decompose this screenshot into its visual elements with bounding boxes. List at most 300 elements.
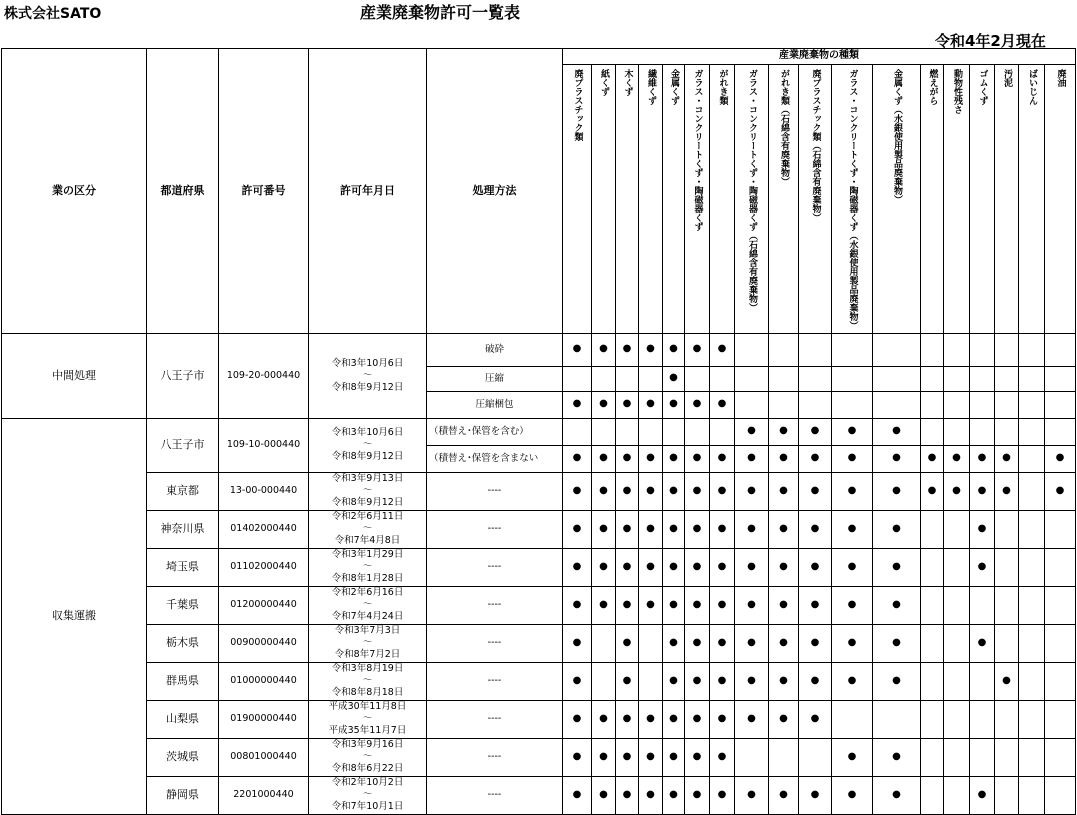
waste-category-header xyxy=(995,65,1019,334)
permit-mark-cell: ● xyxy=(685,472,710,510)
permit-date-cell xyxy=(309,510,427,548)
waste-category-header xyxy=(616,65,639,334)
permit-mark-cell xyxy=(710,366,735,391)
permit-mark-cell xyxy=(832,333,873,366)
table-row xyxy=(2,624,1076,662)
permit-date-cell xyxy=(309,624,427,662)
permit-date-cell xyxy=(309,586,427,624)
permit-mark-cell: ● xyxy=(832,662,873,700)
permit-mark-cell xyxy=(1045,391,1076,418)
permit-mark-cell: ● xyxy=(663,586,685,624)
waste-category-label: 廃油 xyxy=(1055,69,1066,87)
permit-mark-cell xyxy=(1019,445,1045,472)
permit-mark-cell: ● xyxy=(832,472,873,510)
permit-mark-cell xyxy=(799,391,832,418)
date-to: 令和8年7月2日 xyxy=(334,649,401,661)
permit-mark-cell xyxy=(616,366,639,391)
permit-mark-cell: ● xyxy=(995,445,1019,472)
permit-mark-cell: ● xyxy=(563,548,592,586)
permit-mark-cell: ● xyxy=(663,510,685,548)
table-row xyxy=(2,333,1076,366)
permit-mark-cell xyxy=(592,662,616,700)
method-cell: ---- xyxy=(427,586,563,624)
permit-date-cell xyxy=(309,662,427,700)
permit-mark-cell: ● xyxy=(799,445,832,472)
permit-mark-cell xyxy=(995,548,1019,586)
permit-date-cell xyxy=(309,738,427,776)
permit-mark-cell: ● xyxy=(769,472,799,510)
permit-mark-cell: ● xyxy=(799,624,832,662)
date-to: 令和8年6月22日 xyxy=(331,763,404,775)
permit-mark-cell xyxy=(563,366,592,391)
date-from: 平成30年11月8日 xyxy=(328,701,407,713)
permit-mark-cell: ● xyxy=(995,662,1019,700)
permit-mark-cell: ● xyxy=(592,586,616,624)
prefecture-cell: 八王子市 xyxy=(147,418,219,472)
table-row xyxy=(2,418,1076,445)
permit-mark-cell: ● xyxy=(735,510,769,548)
permit-mark-cell: ● xyxy=(873,624,921,662)
date-to: 令和8年1月28日 xyxy=(331,573,404,585)
permit-mark-cell xyxy=(663,418,685,445)
permit-mark-cell: ● xyxy=(616,472,639,510)
permit-mark-cell xyxy=(995,700,1019,738)
permit-mark-cell: ● xyxy=(563,391,592,418)
permit-mark-cell: ● xyxy=(799,700,832,738)
permit-mark-cell: ● xyxy=(944,445,970,472)
permit-mark-cell xyxy=(970,366,995,391)
method-cell: （積替え･保管を含む） xyxy=(427,418,563,445)
permit-mark-cell xyxy=(1019,510,1045,548)
permit-mark-cell: ● xyxy=(970,548,995,586)
permit-mark-cell xyxy=(921,366,944,391)
permit-mark-cell: ● xyxy=(563,586,592,624)
permit-mark-cell xyxy=(921,700,944,738)
permit-mark-cell xyxy=(1019,776,1045,814)
permit-mark-cell xyxy=(832,391,873,418)
permit-mark-cell: ● xyxy=(639,472,663,510)
permit-mark-cell xyxy=(735,738,769,776)
permit-mark-cell: ● xyxy=(663,624,685,662)
permit-mark-cell: ● xyxy=(563,333,592,366)
permit-mark-cell: ● xyxy=(592,548,616,586)
col-business-type: 業の区分 xyxy=(2,49,147,334)
permit-date-cell xyxy=(309,333,427,418)
permit-mark-cell: ● xyxy=(685,662,710,700)
permit-table-body xyxy=(2,333,1076,814)
permit-mark-cell: ● xyxy=(873,472,921,510)
waste-category-label: 廃プラスチック類 xyxy=(572,69,583,141)
permit-mark-cell: ● xyxy=(563,662,592,700)
permit-date-cell xyxy=(309,700,427,738)
col-waste-group: 産業廃棄物の種類 xyxy=(563,49,1076,65)
permit-mark-cell: ● xyxy=(616,391,639,418)
prefecture-cell: 八王子市 xyxy=(147,333,219,418)
permit-mark-cell: ● xyxy=(832,738,873,776)
date-from: 令和3年10月6日 xyxy=(331,357,404,369)
waste-category-header xyxy=(799,65,832,334)
permit-mark-cell xyxy=(1045,548,1076,586)
date-range-separator: ～ xyxy=(362,789,373,801)
permit-mark-cell: ● xyxy=(685,510,710,548)
permit-mark-cell xyxy=(995,510,1019,548)
permit-mark-cell: ● xyxy=(710,776,735,814)
permit-mark-cell: ● xyxy=(639,548,663,586)
permit-mark-cell: ● xyxy=(616,700,639,738)
permit-mark-cell: ● xyxy=(616,624,639,662)
waste-category-header xyxy=(921,65,944,334)
waste-category-label: ガラス・コンクリートくず・陶磁器くず xyxy=(692,69,703,231)
waste-category-header xyxy=(1019,65,1045,334)
permit-mark-cell xyxy=(735,366,769,391)
permit-mark-cell xyxy=(873,366,921,391)
permit-mark-cell: ● xyxy=(592,700,616,738)
date-from: 令和3年9月16日 xyxy=(331,739,404,751)
waste-category-header xyxy=(769,65,799,334)
waste-category-header xyxy=(735,65,769,334)
method-cell: ---- xyxy=(427,738,563,776)
method-cell: ---- xyxy=(427,776,563,814)
permit-mark-cell: ● xyxy=(563,700,592,738)
permit-mark-cell: ● xyxy=(995,472,1019,510)
method-cell: （積替え･保管を含まない xyxy=(427,445,563,472)
permit-mark-cell: ● xyxy=(663,662,685,700)
permit-mark-cell xyxy=(1045,366,1076,391)
waste-category-label: 金属くず xyxy=(669,69,679,105)
permit-mark-cell: ● xyxy=(735,624,769,662)
permit-number-cell: 109-20-000440 xyxy=(219,333,309,418)
permit-mark-cell xyxy=(970,391,995,418)
permit-mark-cell: ● xyxy=(592,391,616,418)
method-cell: 圧縮 xyxy=(427,366,563,391)
date-from: 令和3年9月13日 xyxy=(331,473,404,485)
permit-mark-cell xyxy=(769,391,799,418)
prefecture-cell: 山梨県 xyxy=(147,700,219,738)
waste-category-header xyxy=(944,65,970,334)
permit-mark-cell: ● xyxy=(1045,472,1076,510)
date-range-separator: ～ xyxy=(362,713,373,725)
permit-mark-cell xyxy=(1019,700,1045,738)
permit-mark-cell xyxy=(970,662,995,700)
permit-mark-cell: ● xyxy=(735,776,769,814)
permit-mark-cell: ● xyxy=(710,510,735,548)
method-cell: ---- xyxy=(427,510,563,548)
permit-mark-cell xyxy=(616,418,639,445)
permit-number-cell: 01200000440 xyxy=(219,586,309,624)
permit-mark-cell xyxy=(769,738,799,776)
date-from: 令和3年7月3日 xyxy=(334,625,401,637)
prefecture-cell: 東京都 xyxy=(147,472,219,510)
permit-mark-cell: ● xyxy=(710,700,735,738)
table-row xyxy=(2,548,1076,586)
permit-mark-cell xyxy=(769,366,799,391)
table-row xyxy=(2,776,1076,814)
permit-mark-cell: ● xyxy=(685,776,710,814)
date-range-separator: ～ xyxy=(362,637,373,649)
waste-category-label: 紙くず xyxy=(599,69,609,96)
permit-mark-cell: ● xyxy=(616,738,639,776)
date-from: 令和2年6月16日 xyxy=(331,587,404,599)
permit-mark-cell xyxy=(944,738,970,776)
permit-mark-cell: ● xyxy=(735,445,769,472)
method-cell: ---- xyxy=(427,472,563,510)
permit-date-cell xyxy=(309,472,427,510)
permit-mark-cell: ● xyxy=(639,391,663,418)
table-row xyxy=(2,586,1076,624)
waste-category-header xyxy=(832,65,873,334)
method-cell: ---- xyxy=(427,548,563,586)
permit-mark-cell: ● xyxy=(799,548,832,586)
permit-mark-cell: ● xyxy=(970,776,995,814)
permit-mark-cell xyxy=(995,418,1019,445)
date-from: 令和3年8月19日 xyxy=(331,663,404,675)
date-to: 令和8年9月12日 xyxy=(331,451,404,463)
permit-mark-cell xyxy=(944,624,970,662)
waste-category-label: 金属くず（水銀使用製品廃棄物） xyxy=(892,69,902,204)
permit-mark-cell: ● xyxy=(563,472,592,510)
waste-category-label: ばいじん xyxy=(1027,69,1037,105)
table-row xyxy=(2,700,1076,738)
document-title: 産業廃棄物許可一覧表 xyxy=(360,3,521,22)
permit-mark-cell: ● xyxy=(970,445,995,472)
permit-number-cell: 00801000440 xyxy=(219,738,309,776)
permit-mark-cell xyxy=(970,700,995,738)
header-row-top xyxy=(2,49,1076,65)
permit-mark-cell xyxy=(995,624,1019,662)
waste-category-label: がれき類 xyxy=(717,69,728,105)
permit-mark-cell xyxy=(944,333,970,366)
permit-mark-cell: ● xyxy=(970,472,995,510)
col-permit-date: 許可年月日 xyxy=(309,49,427,334)
permit-mark-cell: ● xyxy=(873,586,921,624)
permit-mark-cell: ● xyxy=(685,445,710,472)
table-row xyxy=(2,738,1076,776)
permit-mark-cell xyxy=(921,662,944,700)
date-range-separator: ～ xyxy=(362,523,373,535)
date-range-separator: ～ xyxy=(362,675,373,687)
permit-mark-cell: ● xyxy=(873,510,921,548)
waste-category-header xyxy=(663,65,685,334)
waste-category-label: 汚泥 xyxy=(1002,69,1012,87)
permit-mark-cell xyxy=(970,738,995,776)
date-range-separator: ～ xyxy=(362,485,373,497)
permit-mark-cell xyxy=(873,333,921,366)
permit-mark-cell: ● xyxy=(592,472,616,510)
waste-category-label: 木くず xyxy=(622,69,633,96)
waste-category-header xyxy=(710,65,735,334)
prefecture-cell: 千葉県 xyxy=(147,586,219,624)
date-range-separator: ～ xyxy=(362,369,373,381)
permit-mark-cell xyxy=(995,366,1019,391)
permit-mark-cell xyxy=(944,700,970,738)
permit-mark-cell xyxy=(639,418,663,445)
permit-mark-cell: ● xyxy=(769,624,799,662)
method-cell: 圧縮梱包 xyxy=(427,391,563,418)
permit-mark-cell xyxy=(685,418,710,445)
table-row xyxy=(2,472,1076,510)
permit-mark-cell: ● xyxy=(685,586,710,624)
permit-number-cell: 01102000440 xyxy=(219,548,309,586)
permit-mark-cell: ● xyxy=(592,510,616,548)
permit-mark-cell xyxy=(995,776,1019,814)
permit-mark-cell: ● xyxy=(563,776,592,814)
permit-mark-cell xyxy=(563,418,592,445)
waste-category-header xyxy=(1045,65,1076,334)
permit-mark-cell xyxy=(735,391,769,418)
permit-mark-cell: ● xyxy=(710,662,735,700)
permit-mark-cell: ● xyxy=(616,776,639,814)
permit-mark-cell: ● xyxy=(663,700,685,738)
permit-mark-cell: ● xyxy=(921,472,944,510)
permit-mark-cell xyxy=(592,366,616,391)
permit-mark-cell xyxy=(1019,333,1045,366)
permit-mark-cell xyxy=(710,418,735,445)
permit-mark-cell: ● xyxy=(563,445,592,472)
permit-number-cell: 01900000440 xyxy=(219,700,309,738)
permit-mark-cell: ● xyxy=(832,418,873,445)
permit-mark-cell xyxy=(921,624,944,662)
waste-category-header xyxy=(592,65,616,334)
permit-mark-cell xyxy=(1019,391,1045,418)
permit-mark-cell: ● xyxy=(710,624,735,662)
table-row xyxy=(2,510,1076,548)
permit-mark-cell xyxy=(1045,418,1076,445)
permit-mark-cell: ● xyxy=(832,586,873,624)
permit-mark-cell xyxy=(873,700,921,738)
permit-mark-cell: ● xyxy=(685,738,710,776)
waste-category-header xyxy=(873,65,921,334)
permit-mark-cell xyxy=(685,366,710,391)
prefecture-cell: 茨城県 xyxy=(147,738,219,776)
permit-mark-cell: ● xyxy=(639,738,663,776)
waste-category-label: 廃プラスチック類（石綿含有廃棄物） xyxy=(810,69,821,222)
permit-mark-cell xyxy=(970,418,995,445)
permit-mark-cell: ● xyxy=(710,391,735,418)
permit-mark-cell: ● xyxy=(873,738,921,776)
permit-mark-cell xyxy=(639,662,663,700)
permit-mark-cell xyxy=(921,776,944,814)
permit-mark-cell: ● xyxy=(663,445,685,472)
permit-mark-cell: ● xyxy=(944,472,970,510)
permit-mark-cell: ● xyxy=(616,445,639,472)
permit-mark-cell: ● xyxy=(873,418,921,445)
permit-mark-cell: ● xyxy=(663,366,685,391)
permit-number-cell: 2201000440 xyxy=(219,776,309,814)
permit-mark-cell xyxy=(995,333,1019,366)
permit-mark-cell xyxy=(944,776,970,814)
permit-mark-cell: ● xyxy=(769,445,799,472)
permit-number-cell: 01000000440 xyxy=(219,662,309,700)
permit-mark-cell xyxy=(944,662,970,700)
date-to: 令和7年4月8日 xyxy=(334,535,401,547)
permit-mark-cell xyxy=(921,738,944,776)
date-from: 令和3年10月6日 xyxy=(331,427,404,439)
permit-mark-cell xyxy=(921,333,944,366)
permit-mark-cell xyxy=(921,586,944,624)
waste-category-label: がれき類（石綿含有廃棄物） xyxy=(779,69,789,186)
permit-mark-cell xyxy=(995,391,1019,418)
prefecture-cell: 栃木県 xyxy=(147,624,219,662)
waste-category-label: 燃えがら xyxy=(927,69,938,105)
permit-mark-cell: ● xyxy=(710,333,735,366)
waste-category-label: ガラス・コンクリートくず・陶磁器くず（石綿含有廃棄物） xyxy=(747,69,757,312)
permit-mark-cell: ● xyxy=(563,624,592,662)
permit-mark-cell: ● xyxy=(616,548,639,586)
permit-date-cell xyxy=(309,776,427,814)
permit-mark-cell xyxy=(799,333,832,366)
date-from: 令和3年1月29日 xyxy=(331,549,404,561)
permit-mark-cell: ● xyxy=(710,586,735,624)
date-to: 平成35年11月7日 xyxy=(328,725,407,737)
permit-mark-cell: ● xyxy=(563,510,592,548)
permit-mark-cell xyxy=(1019,662,1045,700)
waste-category-header xyxy=(685,65,710,334)
prefecture-cell: 群馬県 xyxy=(147,662,219,700)
permit-mark-cell xyxy=(995,586,1019,624)
permit-mark-cell: ● xyxy=(873,662,921,700)
date-to: 令和7年4月24日 xyxy=(331,611,404,623)
permit-mark-cell xyxy=(921,391,944,418)
permit-mark-cell: ● xyxy=(799,776,832,814)
col-permit-number: 許可番号 xyxy=(219,49,309,334)
permit-mark-cell xyxy=(799,366,832,391)
permit-mark-cell: ● xyxy=(710,472,735,510)
permit-number-cell: 01402000440 xyxy=(219,510,309,548)
permit-mark-cell xyxy=(592,418,616,445)
permit-number-cell: 13-00-000440 xyxy=(219,472,309,510)
date-to: 令和8年9月12日 xyxy=(331,497,404,509)
waste-category-header xyxy=(639,65,663,334)
prefecture-cell: 静岡県 xyxy=(147,776,219,814)
permit-mark-cell xyxy=(944,391,970,418)
permit-mark-cell xyxy=(1045,662,1076,700)
permit-mark-cell: ● xyxy=(710,738,735,776)
permit-mark-cell xyxy=(970,333,995,366)
permit-mark-cell: ● xyxy=(873,776,921,814)
permit-mark-cell xyxy=(1045,586,1076,624)
prefecture-cell: 神奈川県 xyxy=(147,510,219,548)
permit-mark-cell xyxy=(1045,738,1076,776)
permit-mark-cell xyxy=(921,548,944,586)
permit-mark-cell xyxy=(944,418,970,445)
permit-mark-cell xyxy=(1019,472,1045,510)
waste-category-label: 繊維くず xyxy=(646,69,656,105)
method-cell: 破砕 xyxy=(427,333,563,366)
permit-mark-cell xyxy=(944,548,970,586)
permit-mark-cell: ● xyxy=(970,510,995,548)
permit-mark-cell: ● xyxy=(663,548,685,586)
permit-mark-cell: ● xyxy=(832,624,873,662)
table-row xyxy=(2,662,1076,700)
permit-mark-cell: ● xyxy=(769,418,799,445)
permit-mark-cell: ● xyxy=(769,700,799,738)
date-range-separator: ～ xyxy=(362,439,373,451)
prefecture-cell: 埼玉県 xyxy=(147,548,219,586)
permit-mark-cell: ● xyxy=(769,586,799,624)
permit-mark-cell: ● xyxy=(639,700,663,738)
permit-mark-cell: ● xyxy=(832,510,873,548)
permit-mark-cell: ● xyxy=(639,333,663,366)
permit-mark-cell xyxy=(832,366,873,391)
permit-mark-cell: ● xyxy=(799,586,832,624)
permit-mark-cell xyxy=(1019,738,1045,776)
permit-mark-cell xyxy=(944,510,970,548)
permit-mark-cell xyxy=(1045,333,1076,366)
permit-mark-cell: ● xyxy=(735,700,769,738)
permit-mark-cell: ● xyxy=(735,586,769,624)
permit-number-cell: 109-10-000440 xyxy=(219,418,309,472)
permit-mark-cell xyxy=(1045,700,1076,738)
